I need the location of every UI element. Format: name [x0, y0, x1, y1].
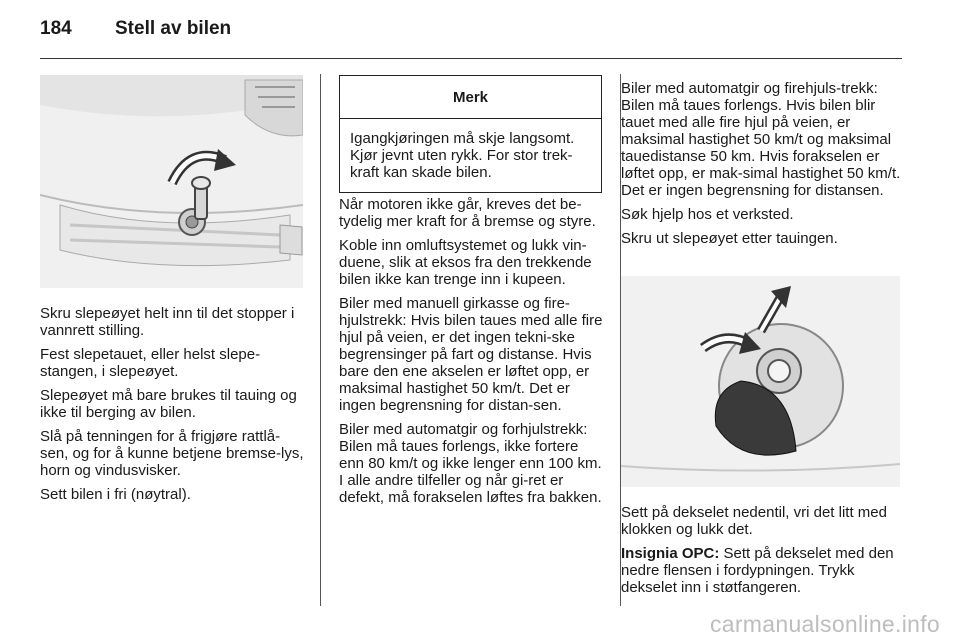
note-title: Merk [340, 76, 601, 119]
paragraph: Slå på tenningen for å frigjøre rattlå-sen, og for å kunne betjene bremse-lys, horn og vindusvisker. [40, 428, 304, 479]
paragraph: Koble inn omluftsystemet og lukk vin-duene, slik at eksos fra den trekkende bilen ikke kan trenge inn i kupeen. [339, 237, 592, 288]
paragraph: Biler med manuell girkasse og fire-hjulstrekk: Hvis bilen taues med alle fire hjul på veien, er det ingen tekni-ske begrensinger på fart og distanse. Hvis bare den ene akselen er løftet opp, er maksimal hastighet 50 km/t. Det er ingen begrensning for distan-sen. [339, 295, 603, 414]
column-divider-1 [320, 74, 321, 606]
paragraph-opc [621, 545, 903, 596]
header-rule [40, 58, 902, 59]
paragraph: Slepeøyet må bare brukes til tauing og ikke til berging av bilen. [40, 387, 297, 421]
column-3-text-bottom [621, 504, 903, 603]
tow-eye-cover-illustration [621, 276, 900, 487]
paragraph: Skru ut slepeøyet etter tauingen. [621, 230, 838, 247]
column-3-text-top [621, 80, 903, 254]
note-box [339, 75, 602, 193]
tow-eye-install-illustration [40, 75, 303, 288]
page-number: 184 [40, 18, 72, 39]
paragraph: Når motoren ikke går, kreves det be-tydelig mer kraft for å bremse og styre. [339, 196, 596, 230]
paragraph: Fest slepetauet, eller helst slepe-stangen, i slepeøyet. [40, 346, 261, 380]
note-text: Igangkjøringen må skje langsomt. Kjør jevnt uten rykk. For stor trek-kraft kan skade bilen. [350, 130, 575, 181]
paragraph: Biler med automatgir og forhjulstrekk: Bilen må taues forlengs, ikke fortere enn 80 km/t og ikke lenger enn 100 km. I alle andre tilfeller og når gi-ret er defekt, må forakselen løftes fra bakken. [339, 421, 602, 506]
opc-label: Insignia OPC: [621, 545, 720, 562]
paragraph: Søk hjelp hos et verksted. [621, 206, 794, 223]
paragraph: Sett på dekselet nedentil, vri det litt med klokken og lukk det. [621, 504, 887, 538]
paragraph: Skru slepeøyet helt inn til det stopper i vannrett stilling. [40, 305, 295, 339]
opc-text: Sett på dekselet med den nedre flensen i fordypningen. Trykk dekselet inn i støtfangeren. [621, 545, 894, 596]
column-2-text [339, 196, 604, 513]
paragraph: Sett bilen i fri (nøytral). [40, 486, 191, 503]
paragraph: Biler med automatgir og firehjuls-trekk: Bilen må taues forlengs. Hvis bilen blir tauet med alle fire hjul på veien, er maksimal hastighet 50 km/t og maksimal tauedistanse 50 km. Hvis forakselen er løftet opp, er mak-simal hastighet 50 km/t. Det er ingen begrensning for distansen. [621, 80, 901, 199]
watermark: carmanualsonline.info [709, 611, 940, 637]
page-title: Stell av bilen [115, 18, 232, 39]
column-1-text [40, 305, 305, 510]
